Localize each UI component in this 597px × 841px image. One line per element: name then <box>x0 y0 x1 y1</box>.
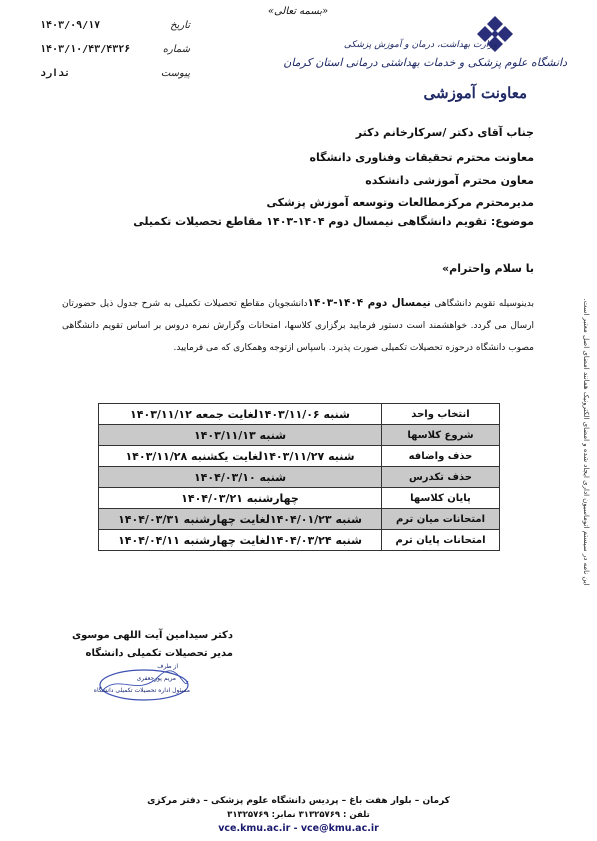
schedule-value: چهارشنبه ۱۴۰۴/۰۳/۲۱ <box>99 488 382 509</box>
signature-stamp <box>93 663 190 703</box>
schedule-table <box>98 403 500 551</box>
stamp-line-3: مسئول اداره تحصیلات تکمیلی دانشگاه <box>93 687 190 694</box>
letter-subject: موضوع: تقویم دانشگاهی نیمسال دوم ۱۴۰۴-۱۴۰۳ مقاطع تحصیلات تکمیلی <box>133 215 534 228</box>
body-part-2: دانشجویان مقاطع تحصیلات تکمیلی به شرح جدول ذیل حضورتان ارسال می گردد. خواهشمند است دستور فرمایید برگزاری کلاسها، امتحانات وگزارش نمره دروس بر اساس تقویم دانشگاهی مصوب دانشگاه درحوزه تحصیلات تکمیلی صورت پذیرد. باسپاس ازتوجه وهمکاری که می فرمایید. <box>62 299 534 353</box>
table-row <box>99 446 500 467</box>
addressee-2: معاونت محترم تحقیقات وفناوری دانشگاه <box>309 151 534 164</box>
schedule-label: شروع کلاسها <box>382 425 500 446</box>
body-highlight: نیمسال دوم ۱۴۰۴-۱۴۰۳ <box>307 297 431 309</box>
table-row <box>99 425 500 446</box>
schedule-label: حذف واضافه <box>382 446 500 467</box>
schedule-label: انتخاب واحد <box>382 404 500 425</box>
signatory-title: مدیر تحصیلات تکمیلی دانشگاه <box>85 648 233 659</box>
stamp-line-1: از طرف <box>157 663 178 670</box>
footer-address: کرمان – بلوار هفت باغ – پردیس دانشگاه علوم پزشکی – دفتر مرکزی <box>147 796 450 806</box>
side-note-text: این نامه در سیستم اتوماسیون اداری ایجاد شده و امضای الکترونیک همانند امضای اصل معتبر است. <box>582 298 590 586</box>
meta-attachment-label: پیوست <box>160 68 190 79</box>
bismillah: «بسمه تعالی» <box>267 6 329 17</box>
meta-number-label: شماره <box>162 44 190 55</box>
addressee-4: مدیرمحترم مرکزمطالعات وتوسعه آموزش پزشکی <box>266 196 534 209</box>
table-row <box>99 404 500 425</box>
meta-number <box>40 44 190 60</box>
table-row <box>99 467 500 488</box>
schedule-label: امتحانات پایان ترم <box>382 530 500 551</box>
schedule-label: پایان کلاسها <box>382 488 500 509</box>
meta-attachment-value: ندارد <box>40 68 71 79</box>
letter-body <box>62 292 534 359</box>
ministry-name: وزارت بهداشت، درمان و آموزش پزشکی <box>343 40 497 50</box>
university-name: دانشگاه علوم پزشکی و خدمات بهداشتی درمانی استان کرمان <box>283 56 567 69</box>
electronic-signature-note <box>576 282 590 602</box>
table-row <box>99 509 500 530</box>
signatory-name: دکتر سیدامین آیت اللهی موسوی <box>71 630 233 641</box>
meta-date-label: تاریخ <box>170 20 190 31</box>
table-row <box>99 530 500 551</box>
table-row <box>99 488 500 509</box>
meta-attachment <box>40 68 190 84</box>
stamp-line-2: مریم پورجعفری <box>136 675 176 682</box>
schedule-label: حذف تکدرس <box>382 467 500 488</box>
meta-number-value: ۱۴۰۳/۱۰/۴۳/۴۳۲۶ <box>40 44 131 55</box>
schedule-value: شنبه ۱۴۰۳/۱۱/۰۶لغایت جمعه ۱۴۰۳/۱۱/۱۲ <box>99 404 382 425</box>
greeting: با سلام واحترام» <box>442 262 534 275</box>
schedule-value: شنبه ۱۴۰۳/۱۱/۲۷لغایت یکشنبه ۱۴۰۳/۱۱/۲۸ <box>99 446 382 467</box>
schedule-label: امتحانات میان ترم <box>382 509 500 530</box>
schedule-value: شنبه ۱۴۰۴/۰۱/۲۳لغایت چهارشنبه ۱۴۰۴/۰۳/۳۱ <box>99 509 382 530</box>
meta-date <box>40 20 190 36</box>
footer-web[interactable]: vce.kmu.ac.ir - vce@kmu.ac.ir <box>218 823 379 834</box>
schedule-value: شنبه ۱۴۰۳/۱۱/۱۳ <box>99 425 382 446</box>
schedule-value: شنبه ۱۴۰۴/۰۳/۲۴لغایت چهارشنبه ۱۴۰۴/۰۴/۱۱ <box>99 530 382 551</box>
department-name: معاونت آموزشی <box>423 84 527 102</box>
meta-date-value: ۱۴۰۳/۰۹/۱۷ <box>40 20 101 31</box>
body-part-1: بدینوسیله تقویم دانشگاهی <box>430 299 535 309</box>
schedule-value: شنبه ۱۴۰۴/۰۳/۱۰ <box>99 467 382 488</box>
addressee-3: معاون محترم آموزشی دانشکده <box>365 174 534 187</box>
footer-phones: تلفن : ۳۱۳۲۵۷۶۹ نمابر: ۳۱۳۲۵۷۶۹ <box>227 810 370 820</box>
addressee-1: جناب آقای دکتر /سرکارخانم دکتر <box>355 126 534 139</box>
